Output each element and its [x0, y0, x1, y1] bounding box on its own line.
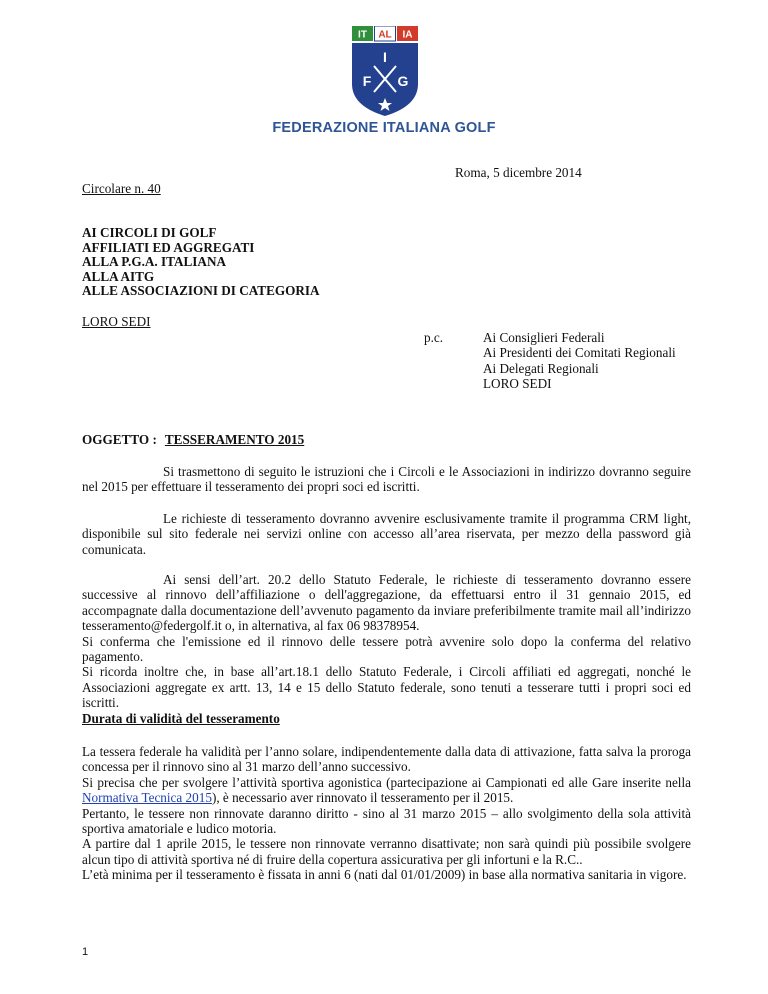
- fig-logo: [352, 26, 418, 116]
- circular-number: Circolare n. 40: [82, 181, 161, 196]
- amateur-paragraph: Pertanto, le tessere non rinnovate daranno diritto - sino al 31 marzo 2015 – allo svolgimento della sola attività sportiva amatoriale e ludico motoria.: [82, 805, 691, 837]
- loro-sedi: LORO SEDI: [82, 314, 151, 329]
- pc-list: [483, 330, 676, 392]
- recipient-line: ALLA AITG: [82, 268, 155, 284]
- paragraph-payment: Si conferma che l'emissione ed il rinnovo delle tessere potrà avvenire solo dopo la conferma del relativo pagamento.: [82, 633, 691, 665]
- logo-letter-i: I: [383, 49, 387, 65]
- min-age-paragraph: L’età minima per il tesseramento è fissata in anni 6 (nati dal 01/01/2009) in base alla normativa sanitaria in vigore.: [82, 867, 687, 883]
- logo-letter-f: F: [362, 73, 372, 89]
- logo-tile-2: AL: [378, 29, 392, 41]
- validity-paragraph: La tessera federale ha validità per l’anno solare, indipendentemente dalla data di attivazione, fatta salva la proroga concessa per il rinnovo sino al 31 marzo dell’anno successivo.: [82, 744, 691, 775]
- paragraph-crm: Le richieste di tesseramento dovranno avvenire esclusivamente tramite il programma CRM light, disponibile sul sito federale nei servizi online con accesso all’area riservata, per mezzo della password già comunicata.: [82, 511, 691, 557]
- logo-letter-g: G: [397, 73, 409, 89]
- pc-label: p.c.: [424, 330, 444, 345]
- subject-line: [82, 432, 304, 448]
- recipient-line: ALLA P.G.A. ITALIANA: [82, 254, 226, 270]
- recipient-line: AI CIRCOLI DI GOLF: [82, 225, 217, 240]
- logo-tile-1: IT: [358, 29, 367, 41]
- normativa-tecnica-link[interactable]: Normativa Tecnica 2015: [82, 790, 212, 806]
- deactivation-paragraph: A partire dal 1 aprile 2015, le tessere non rinnovate verranno disattivate; non sarà quindi più possibile svolgere alcun tipo di attività sportiva né di fruire della copertura assicurativa per gli infortuni e la R.C..: [82, 836, 691, 867]
- recipient-line: AFFILIATI ED AGGREGATI: [82, 239, 255, 255]
- recipients-block: [82, 226, 320, 299]
- logo-tile-3: IA: [402, 29, 413, 41]
- recipient-line: ALLE ASSOCIAZIONI DI CATEGORIA: [82, 283, 320, 299]
- section-heading: Durata di validità del tesseramento: [82, 711, 280, 726]
- pc-item: Ai Presidenti dei Comitati Regionali: [483, 345, 676, 361]
- org-name: FEDERAZIONE ITALIANA GOLF: [272, 120, 496, 136]
- agonistic-paragraph: Si precisa che per svolgere l’attività sportiva agonistica (partecipazione ai Campionati ed alle Gare inserite nella Normativa Tecnica 2015), è necessario aver rinnovato il tesseramento per il 2015.: [82, 774, 691, 806]
- subject-label: OGGETTO :: [82, 432, 157, 447]
- page-number: 1: [82, 946, 89, 958]
- paragraph-intro: Si trasmettono di seguito le istruzioni che i Circoli e le Associazioni in indirizzo dovranno seguire nel 2015 per effettuare il tesseramento dei propri soci ed iscritti.: [82, 464, 691, 495]
- paragraph-statute: Ai sensi dell’art. 20.2 dello Statuto Federale, le richieste di tesseramento dovranno essere successive al rinnovo dell’affiliazione o dell'aggregazione, da effettuarsi entro il 31 gennaio 2015, ed accompagnate dalla documentazione dell’avvenuto pagamento da inviare preferibilmente tramite mail all’indirizzo tesseramento@federgolf.it o, in alternativa, al fax 06 98378954. Si conferma che l'emissione ed il rinnovo delle tessere potrà avvenire solo dopo la conferma del relativo pagamento. Si ricorda inoltre che, in base all’art.18.1 dello Statuto Federale, i Circoli affiliati ed aggregati, nonché le Associazioni aggregate ex artt. 13, 14 e 15 dello Statuto federale, sono tenuti a tesserare tutti i propri soci ed iscritti.: [82, 572, 691, 711]
- pc-item: Ai Delegati Regionali: [483, 360, 599, 376]
- pc-item: Ai Consiglieri Federali: [483, 330, 605, 345]
- place-date: Roma, 5 dicembre 2014: [455, 165, 582, 180]
- pc-item: LORO SEDI: [483, 376, 552, 392]
- section-body: [82, 744, 691, 883]
- subject-title: TESSERAMENTO 2015: [164, 432, 305, 447]
- paragraph-obligation: Si ricorda inoltre che, in base all’art.18.1 dello Statuto Federale, i Circoli affiliati ed aggregati, nonché le Associazioni aggregate ex artt. 13, 14 e 15 dello Statuto federale, sono tenuti a tesserare tutti i propri soci ed iscritti.: [82, 664, 691, 711]
